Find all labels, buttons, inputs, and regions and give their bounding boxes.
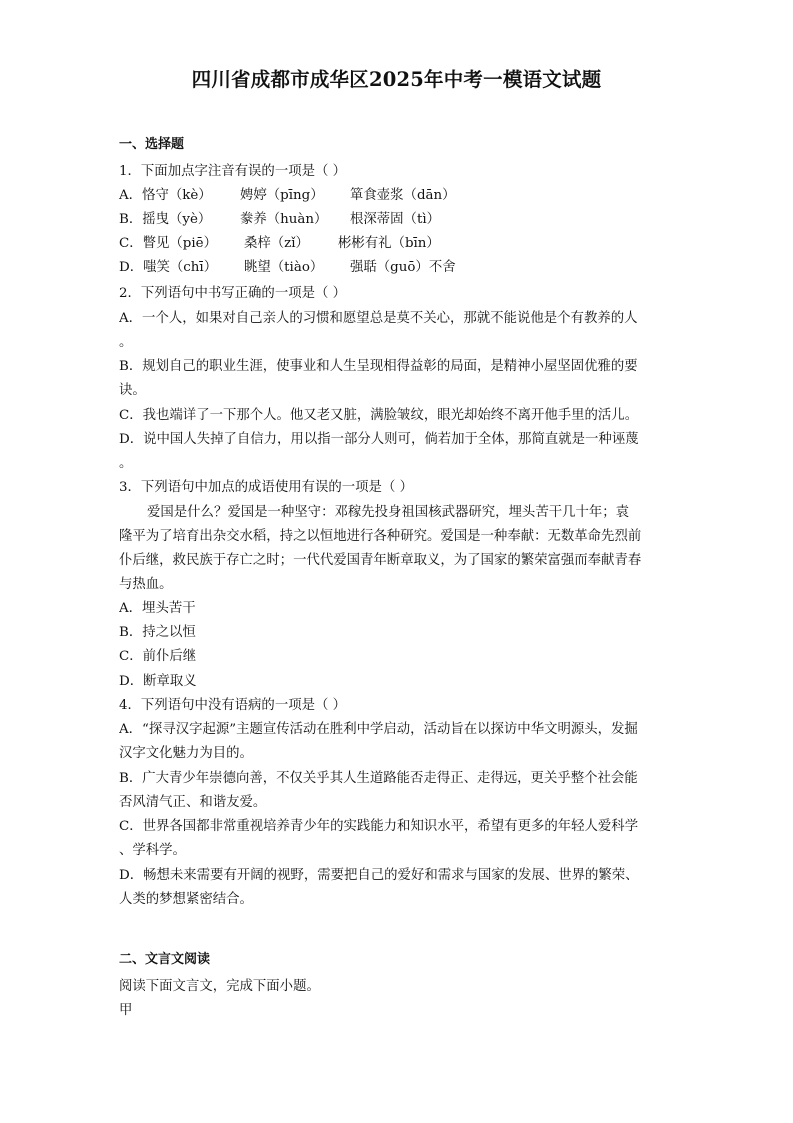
q4-line-7: D．畅想未来需要有开阔的视野，需要把自己的爱好和需求与国家的发展、世界的繁荣、 (119, 868, 639, 883)
q3-passage-line-1: 爱国是什么？爱国是一种坚守：邓稼先投身祖国核武器研究，埋头苦干几十年；袁 (147, 505, 630, 520)
q3-passage-line-2: 隆平为了培育出杂交水稻，持之以恒地进行各种研究。爱国是一种奉献：无数革命先烈前 (119, 529, 642, 544)
section-heading-choice: 一、选择题 (119, 137, 185, 152)
q1-option-a-item1: A．恪守（kè） (119, 188, 212, 203)
q1-option-d-item2: 眺望（tiào） (244, 260, 324, 275)
q2-line-3: B．规划自己的职业生涯，使事业和人生呈现相得益彰的局面，是精神小屋坚固优雅的要 (119, 359, 638, 374)
q3-option-a: A．埋头苦干 (119, 601, 196, 616)
q4-line-3: B．广大青少年崇德向善，不仅关乎其人生道路能否走得正、走得远，更关乎整个社会能 (119, 771, 638, 786)
question-3-stem: 3．下列语句中加点的成语使用有误的一项是（ ） (119, 480, 413, 495)
q1-option-c-item2: 桑梓（zǐ） (244, 236, 309, 251)
q3-option-c: C．前仆后继 (119, 649, 197, 664)
q1-option-d-item3: 强聒（guō）不舍 (350, 260, 456, 275)
q3-passage-line-3: 仆后继，救民族于存亡之时；一代代爱国青年断章取义，为了国家的繁荣富强而奉献青春 (119, 553, 642, 568)
q1-option-a-item3: 箪食壶浆（dān） (350, 188, 456, 203)
q4-line-5: C．世界各国都非常重视培养青少年的实践能力和知识水平，希望有更多的年轻人爱科学 (119, 819, 639, 834)
section2-intro: 阅读下面文言文，完成下面小题。 (119, 979, 320, 994)
q1-option-a-item2: 娉婷（pīng） (240, 188, 324, 203)
q3-option-d: D．断章取义 (119, 674, 197, 689)
q1-option-d-item1: D．嗤笑（chī） (119, 260, 218, 275)
q2-line-6: D．说中国人失掉了自信力，用以指一部分人则可，倘若加于全体，那简直就是一种诬蔑 (119, 432, 639, 447)
page-title: 四川省成都市成华区2025年中考一模语文试题 (191, 68, 602, 91)
passage-label-jia: 甲 (119, 1003, 133, 1018)
q2-line-1: A．一个人，如果对自己亲人的习惯和愿望总是莫不关心，那就不能说他是个有教养的人 (119, 311, 638, 326)
q1-option-b-item1: B．摇曳（yè） (119, 212, 212, 227)
q2-line-4: 诀。 (119, 383, 146, 398)
q4-line-1: A．“探寻汉字起源”主题宣传活动在胜利中学启动，活动旨在以探访中华文明源头，发掘 (119, 722, 638, 737)
q4-line-2: 汉字文化魅力为目的。 (119, 746, 253, 761)
q3-option-b: B．持之以恒 (119, 625, 196, 640)
q2-line-2: 。 (119, 335, 133, 350)
q3-passage-line-4: 与热血。 (119, 577, 173, 592)
q2-line-5: C．我也端详了一下那个人。他又老又脏，满脸皱纹，眼光却始终不离开他手里的活儿。 (119, 408, 639, 423)
section-heading-classical: 二、文言文阅读 (119, 952, 211, 967)
q2-line-7: 。 (119, 456, 133, 471)
q4-line-8: 人类的梦想紧密结合。 (119, 892, 253, 907)
question-2-stem: 2．下列语句中书写正确的一项是（ ） (119, 286, 347, 301)
q1-option-c-item3: 彬彬有礼（bīn） (338, 236, 440, 251)
question-1-stem: 1．下面加点字注音有误的一项是（ ） (119, 164, 347, 179)
question-4-stem: 4．下列语句中没有语病的一项是（ ） (119, 698, 347, 713)
q4-line-4: 否风清气正、和谐友爱。 (119, 795, 267, 810)
q4-line-6: 、学科学。 (119, 843, 186, 858)
q1-option-c-item1: C．瞥见（piē） (119, 236, 217, 251)
q1-option-b-item2: 豢养（huàn） (240, 212, 328, 227)
q1-option-b-item3: 根深蒂固（tì） (350, 212, 441, 227)
